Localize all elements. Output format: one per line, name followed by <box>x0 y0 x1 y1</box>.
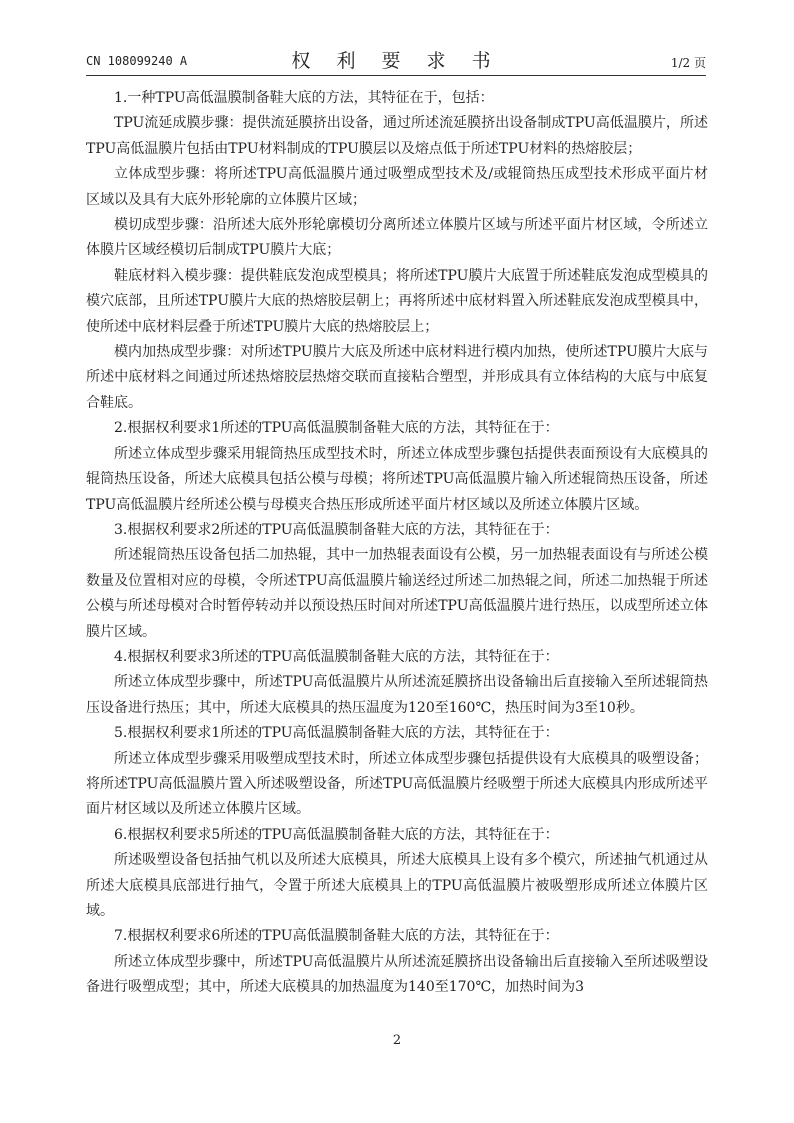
claim-2-heading: 2.根据权利要求1所述的TPU高低温膜制备鞋大底的方法，其特征在于： <box>114 420 559 437</box>
claim-5-heading: 5.根据权利要求1所述的TPU高低温膜制备鞋大底的方法，其特征在于： <box>114 725 559 742</box>
claim-5-body: 所述立体成型步骤采用吸塑成型技术时，所述立体成型步骤包括提供设有大底模具的吸塑设备；将所述TPU高低温膜片置入所述吸塑设备，所述TPU高低温膜片经吸塑于所述大底模具内形成所述平面片材区域以及所述立体膜片区域。 <box>86 750 708 818</box>
claim-1-step: 立体成型步骤：将所述TPU高低温膜片通过吸塑成型技术及/或辊筒热压成型技术形成平面片材区域以及具有大底外形轮廓的立体膜片区域； <box>86 166 708 208</box>
document-title: 权 利 要 求 书 <box>291 50 501 72</box>
claim-7-body: 所述立体成型步骤中，所述TPU高低温膜片从所述流延膜挤出设备输出后直接输入至所述吸塑设备进行吸塑成型；其中，所述大底模具的加热温度为140至170℃，加热时间为3 <box>86 953 708 996</box>
claim-4-body: 所述立体成型步骤中，所述TPU高低温膜片从所述流延膜挤出设备输出后直接输入至所述辊筒热压设备进行热压；其中，所述大底模具的热压温度为120至160℃，热压时间为3至10秒。 <box>86 674 708 716</box>
page-header <box>86 44 706 74</box>
claim-6-heading: 6.根据权利要求5所述的TPU高低温膜制备鞋大底的方法，其特征在于： <box>114 826 559 843</box>
claim-1-heading: 1.一种TPU高低温膜制备鞋大底的方法，其特征在于，包括： <box>114 90 494 106</box>
header-divider <box>86 75 706 76</box>
page-count: 1/2 页 <box>670 56 706 70</box>
claim-2-body: 所述立体成型步骤采用辊筒热压成型技术时，所述立体成型步骤包括提供表面预设有大底模具的辊筒热压设备，所述大底模具包括公模与母模；将所述TPU高低温膜片输入所述辊筒热压设备，所述TPU高低温膜片经所述公模与母模夹合热压形成所述平面片材区域以及所述立体膜片区域。 <box>86 445 708 513</box>
claim-3-heading: 3.根据权利要求2所述的TPU高低温膜制备鞋大底的方法，其特征在于： <box>114 521 559 538</box>
claim-4-heading: 4.根据权利要求3所述的TPU高低温膜制备鞋大底的方法，其特征在于： <box>114 648 559 665</box>
claim-7-heading: 7.根据权利要求6所述的TPU高低温膜制备鞋大底的方法，其特征在于： <box>114 928 559 945</box>
claims-body <box>86 86 708 1001</box>
claim-1-step: 模切成型步骤：沿所述大底外形轮廓模切分离所述立体膜片区域与所述平面片材区域，令所述立体膜片区域经模切后制成TPU膜片大底； <box>86 217 708 259</box>
page-number: 2 <box>392 1033 402 1048</box>
claim-6-body: 所述吸塑设备包括抽气机以及所述大底模具，所述大底模具上设有多个模穴，所述抽气机通过从所述大底模具底部进行抽气，令置于所述大底模具上的TPU高低温膜片被吸塑形成所述立体膜片区域。 <box>86 852 708 919</box>
claim-1-step: 鞋底材料入模步骤：提供鞋底发泡成型模具；将所述TPU膜片大底置于所述鞋底发泡成型模具的模穴底部，且所述TPU膜片大底的热熔胶层朝上；再将所述中底材料置入所述鞋底发泡成型模具中，使所述中底材料层叠于所述TPU膜片大底的热熔胶层上； <box>86 267 708 335</box>
claim-1-step: 模内加热成型步骤：对所述TPU膜片大底及所述中底材料进行模内加热，使所述TPU膜片大底与所述中底材料之间通过所述热熔胶层热熔交联而直接粘合塑型，并形成具有立体结构的大底与中底复合鞋底。 <box>86 344 708 411</box>
claim-1-step: TPU流延成膜步骤：提供流延膜挤出设备，通过所述流延膜挤出设备制成TPU高低温膜片，所述TPU高低温膜片包括由TPU材料制成的TPU膜层以及熔点低于所述TPU材料的热熔胶层； <box>86 115 708 157</box>
claim-3-body: 所述辊筒热压设备包括二加热辊，其中一加热辊表面设有公模，另一加热辊表面设有与所述公模数量及位置相对应的母模，令所述TPU高低温膜片输送经过所述二加热辊之间，所述二加热辊于所述公模与所述母模对合时暂停转动并以预设热压时间对所述TPU高低温膜片进行热压，以成型所述立体膜片区域。 <box>86 547 708 640</box>
publication-number: CN 108099240 A <box>86 54 188 68</box>
